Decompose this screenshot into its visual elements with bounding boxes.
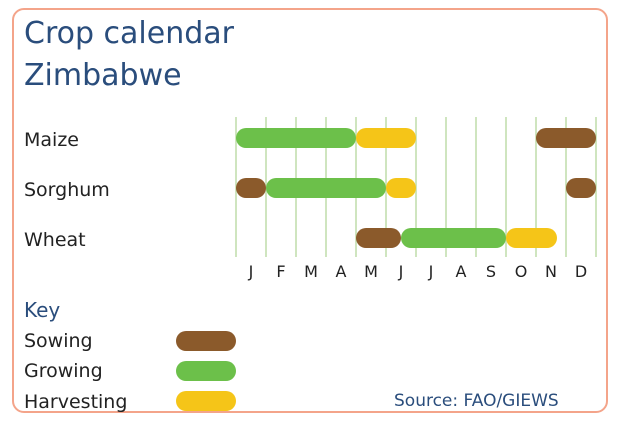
key-swatch-sowing	[176, 331, 236, 351]
crop-label-maize: Maize	[24, 129, 79, 151]
month-tick-label: A	[455, 262, 467, 281]
crop-label-wheat: Wheat	[24, 229, 86, 251]
month-tick-label: A	[335, 262, 347, 281]
month-tick-label: M	[364, 262, 378, 281]
phase-bar-harvesting	[356, 128, 416, 148]
chart-subtitle: Zimbabwe	[24, 58, 182, 93]
phase-bar-growing	[236, 128, 356, 148]
phase-bar-growing	[401, 228, 506, 248]
phase-bar-sowing	[566, 178, 596, 198]
month-tick-label: J	[398, 262, 404, 281]
phase-bar-growing	[266, 178, 386, 198]
phase-bar-harvesting	[386, 178, 416, 198]
month-tick-label: N	[545, 262, 557, 281]
month-tick-label: J	[428, 262, 434, 281]
month-tick-label: J	[248, 262, 254, 281]
source-note: Source: FAO/GIEWS	[394, 391, 559, 411]
key-label-harvesting: Harvesting	[24, 391, 128, 413]
phase-bar-sowing	[536, 128, 596, 148]
key-swatch-growing	[176, 361, 236, 381]
month-tick-label: D	[574, 262, 588, 281]
month-tick-label: F	[276, 262, 286, 281]
phase-bar-sowing	[356, 228, 401, 248]
key-label-growing: Growing	[24, 360, 103, 382]
key-swatch-harvesting	[176, 391, 236, 411]
key-label-sowing: Sowing	[24, 330, 93, 352]
month-tick-label: S	[485, 262, 497, 281]
crop-label-sorghum: Sorghum	[24, 179, 110, 201]
month-tick-label: M	[304, 262, 318, 281]
phase-bar-sowing	[236, 178, 266, 198]
phase-bar-harvesting	[506, 228, 557, 248]
month-tick-label: O	[514, 262, 528, 281]
chart-title: Crop calendar	[24, 16, 234, 51]
key-title: Key	[24, 298, 61, 322]
